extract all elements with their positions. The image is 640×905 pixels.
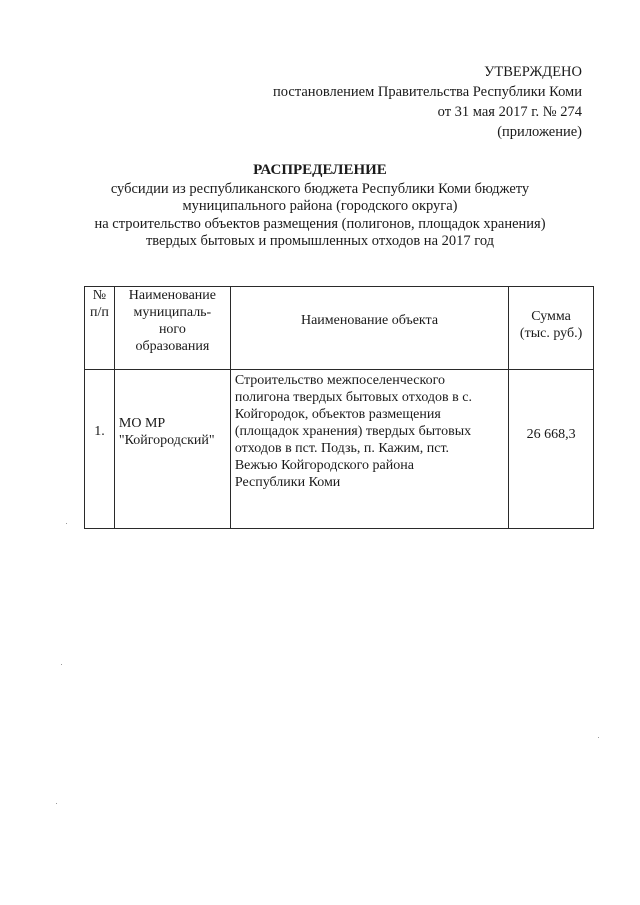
header-number-line: п/п bbox=[90, 305, 109, 320]
object-line: полигона твердых бытовых отходов в с. bbox=[234, 390, 472, 405]
table-header-row bbox=[85, 287, 594, 370]
approval-appendix: (приложение) bbox=[497, 124, 582, 140]
object-line: (площадок хранения) твердых бытовых bbox=[234, 424, 472, 439]
header-amount-line: (тыс. руб.) bbox=[519, 326, 583, 341]
row-number: 1. bbox=[85, 370, 115, 529]
object-line: Республики Коми bbox=[234, 475, 341, 490]
approval-date: от 31 мая 2017 г. № 274 bbox=[437, 104, 582, 120]
document-heading bbox=[0, 162, 640, 251]
header-number-line: № bbox=[92, 288, 107, 303]
object-line: Вежъю Койгородского района bbox=[234, 458, 414, 473]
municipality-line: МО МР bbox=[118, 416, 166, 431]
header-number bbox=[85, 287, 115, 370]
scan-speck bbox=[61, 664, 62, 665]
row-amount: 26 668,3 bbox=[509, 370, 594, 529]
row-object bbox=[230, 370, 508, 529]
approval-title: УТВЕРЖДЕНО bbox=[484, 64, 582, 80]
row-municipality bbox=[114, 370, 230, 529]
distribution-table bbox=[84, 286, 594, 529]
header-municipality-line: ного bbox=[158, 322, 186, 337]
table-row bbox=[85, 370, 594, 529]
heading-line: муниципального района (городского округа) bbox=[182, 198, 458, 214]
approval-stamp bbox=[273, 62, 582, 142]
object-line: Строительство межпоселенческого bbox=[234, 373, 446, 388]
heading-line: субсидии из республиканского бюджета Республики Коми бюджету bbox=[110, 180, 530, 197]
scan-speck bbox=[56, 803, 57, 804]
header-amount bbox=[509, 287, 594, 370]
header-amount-line: Сумма bbox=[531, 309, 571, 324]
municipality-line: "Койгородский" bbox=[118, 433, 215, 448]
object-line: Койгородок, объектов размещения bbox=[234, 407, 441, 422]
header-municipality-line: Наименование bbox=[128, 288, 216, 303]
approval-decree: постановлением Правительства Республики Коми bbox=[273, 84, 582, 100]
document-title: РАСПРЕДЕЛЕНИЕ bbox=[253, 162, 387, 178]
header-municipality bbox=[114, 287, 230, 370]
heading-line: твердых бытовых и промышленных отходов на 2017 год bbox=[145, 233, 495, 249]
header-municipality-line: образования bbox=[135, 339, 210, 354]
heading-line: на строительство объектов размещения (полигонов, площадок хранения) bbox=[94, 215, 546, 232]
scan-speck bbox=[598, 737, 599, 738]
scan-speck bbox=[66, 523, 67, 524]
header-object: Наименование объекта bbox=[230, 287, 508, 370]
object-line: отходов в пст. Подзь, п. Кажим, пст. bbox=[234, 441, 450, 456]
header-municipality-line: муниципаль- bbox=[133, 305, 212, 320]
